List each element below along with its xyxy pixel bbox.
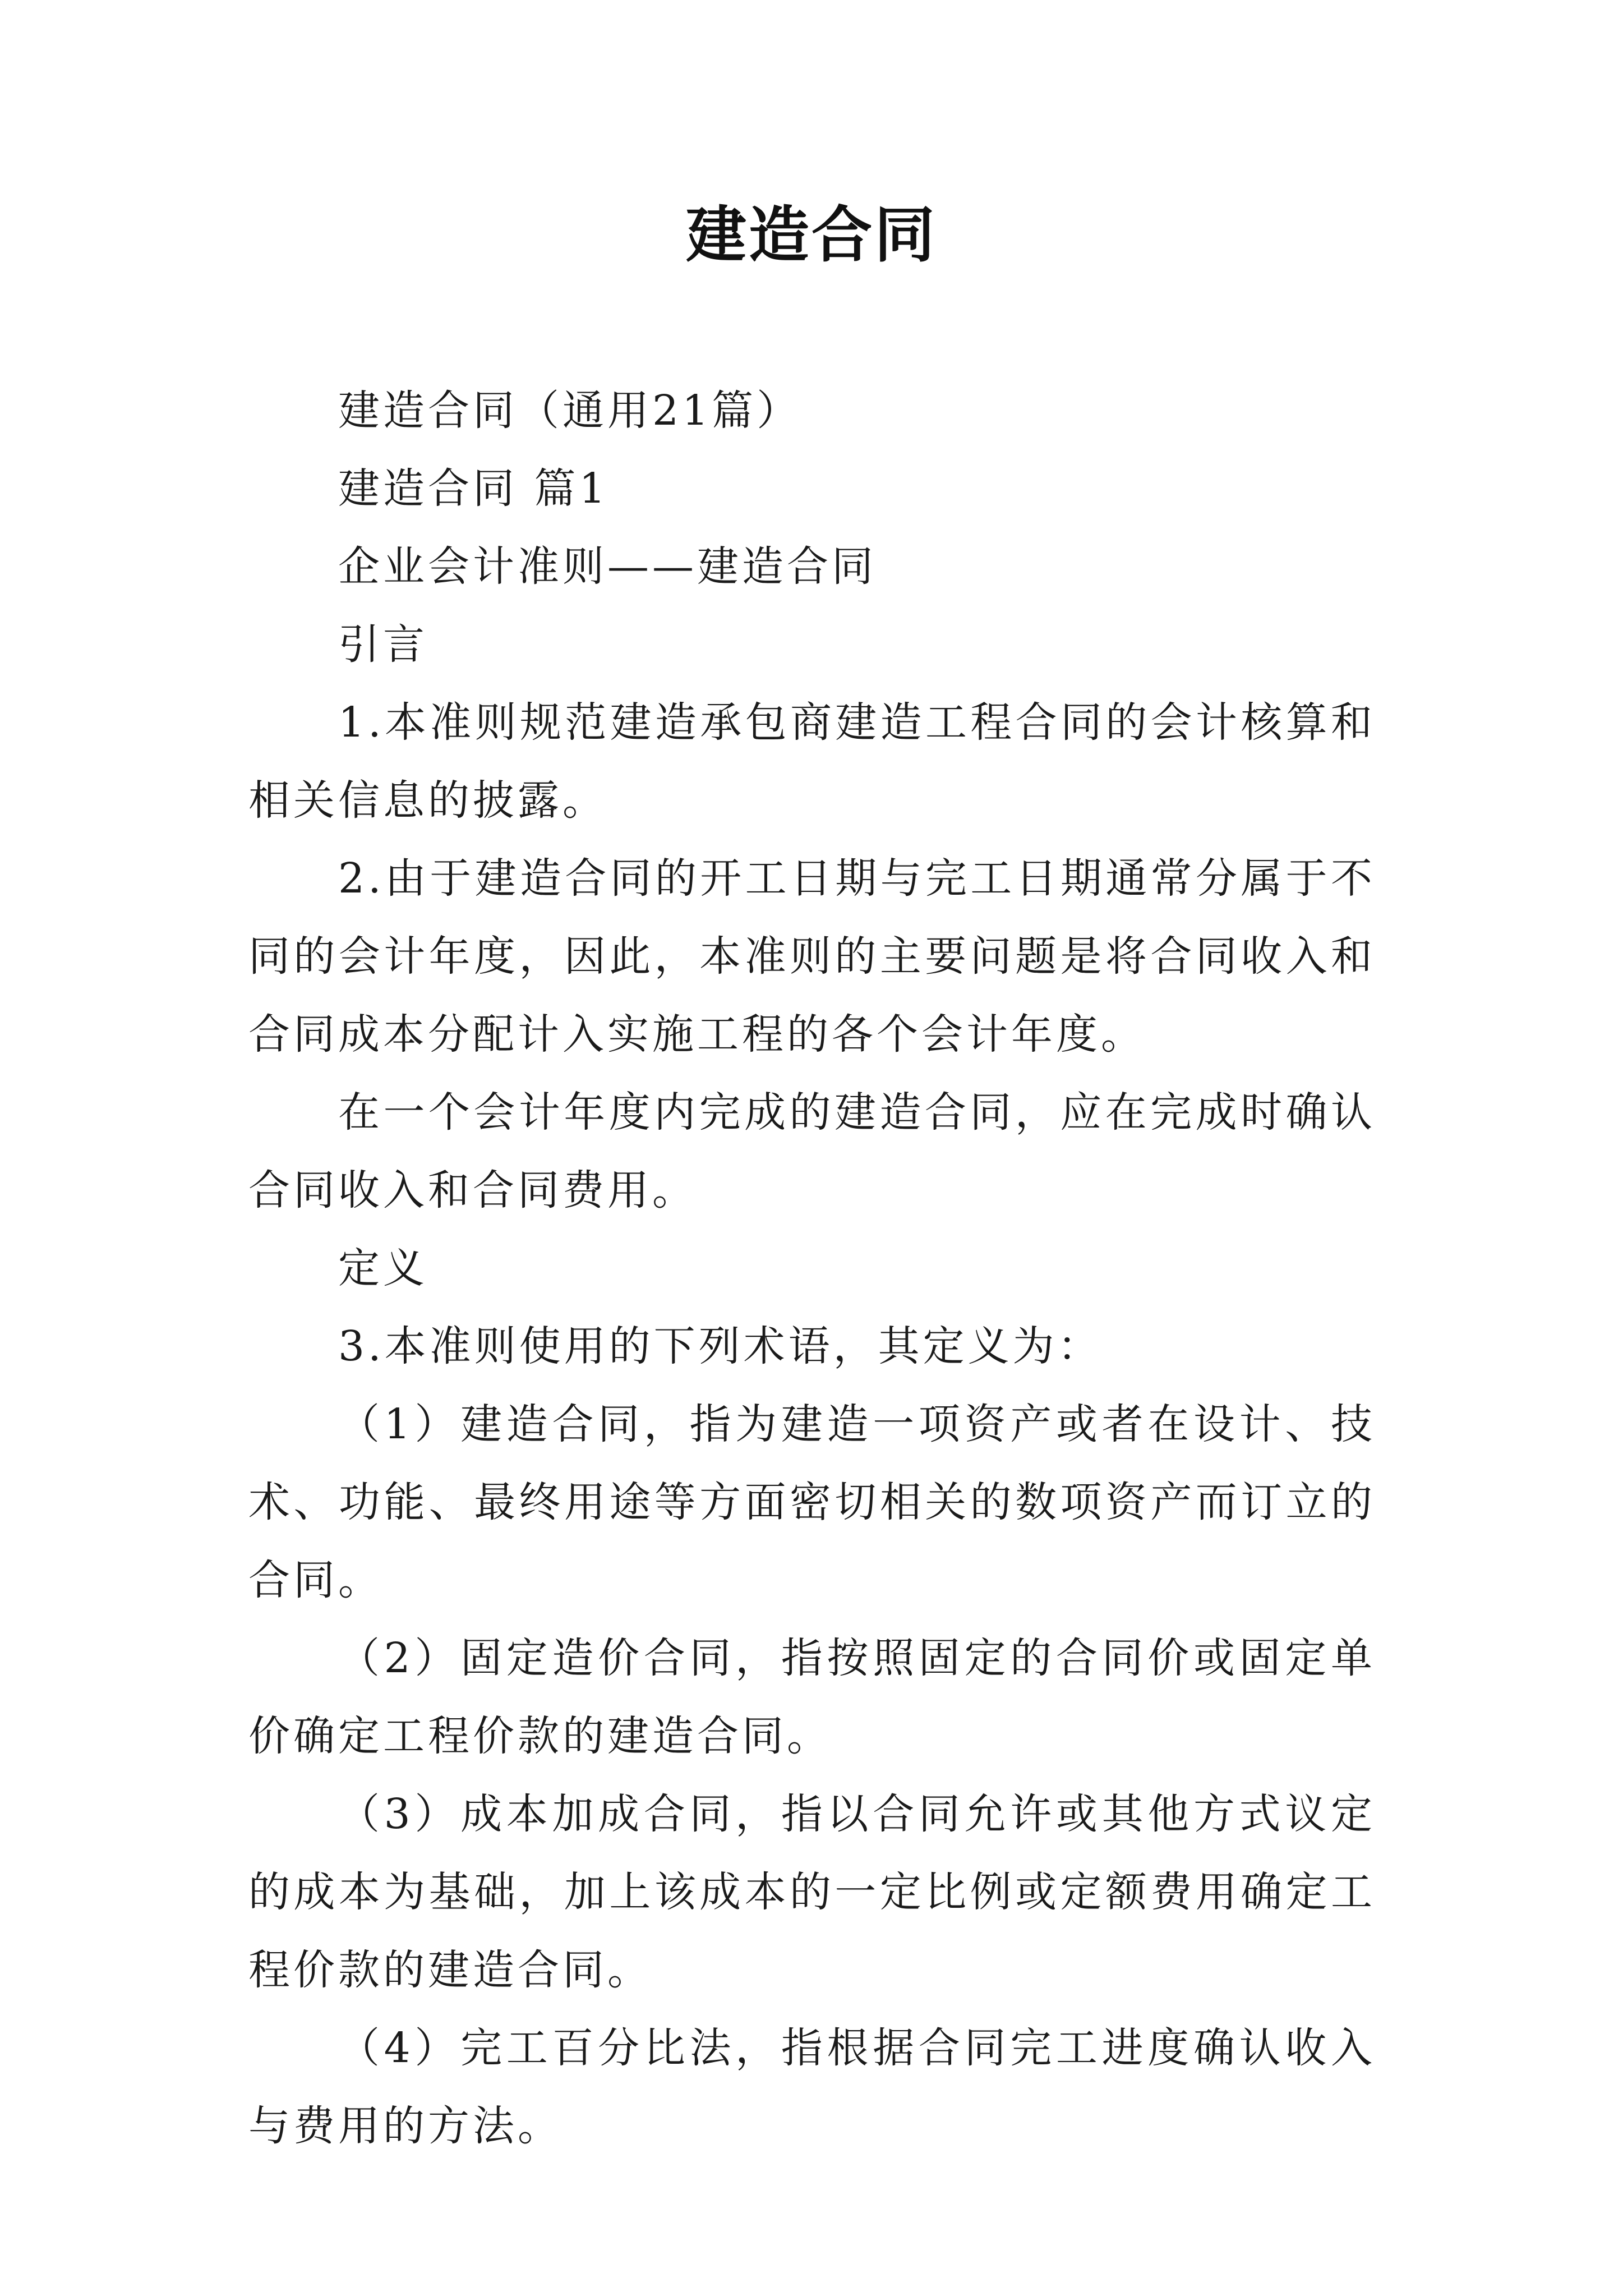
- paragraph-clause-2: 2.由于建造合同的开工日期与完工日期通常分属于不同的会计年度，因此，本准则的主要问题是将合同收入和合同成本分配计入实施工程的各个会计年度。: [248, 854, 1376, 1059]
- paragraph-section-definitions: 定义: [338, 1244, 428, 1292]
- paragraph-clause-2-note: 在一个会计年度内完成的建造合同，应在完成时确认合同收入和合同费用。: [248, 1088, 1376, 1214]
- paragraph-standard-name: 企业会计准则——建造合同: [338, 542, 877, 591]
- document-body: [248, 372, 1376, 2165]
- paragraph-definition-2: （2）固定造价合同，指按照固定的合同价或固定单价确定工程价款的建造合同。: [248, 1634, 1376, 1760]
- paragraph-section-intro: 引言: [338, 620, 428, 669]
- paragraph-clause-1: 1.本准则规范建造承包商建造工程合同的会计核算和相关信息的披露。: [248, 698, 1376, 825]
- paragraph-definition-1: （1）建造合同，指为建造一项资产或者在设计、技术、功能、最终用途等方面密切相关的数项资产而订立的合同。: [248, 1400, 1376, 1604]
- paragraph-collection-title: 建造合同（通用21篇）: [338, 386, 802, 435]
- paragraph-definition-3: （3）成本加成合同，指以合同允许或其他方式议定的成本为基础，加上该成本的一定比例或定额费用确定工程价款的建造合同。: [248, 1790, 1376, 1994]
- document-title: 建造合同: [685, 200, 937, 270]
- paragraph-definition-4: （4）完工百分比法，指根据合同完工进度确认收入与费用的方法。: [248, 2024, 1376, 2150]
- paragraph-clause-3: 3.本准则使用的下列术语，其定义为：: [338, 1322, 1103, 1370]
- paragraph-part-heading: 建造合同 篇1: [338, 464, 609, 513]
